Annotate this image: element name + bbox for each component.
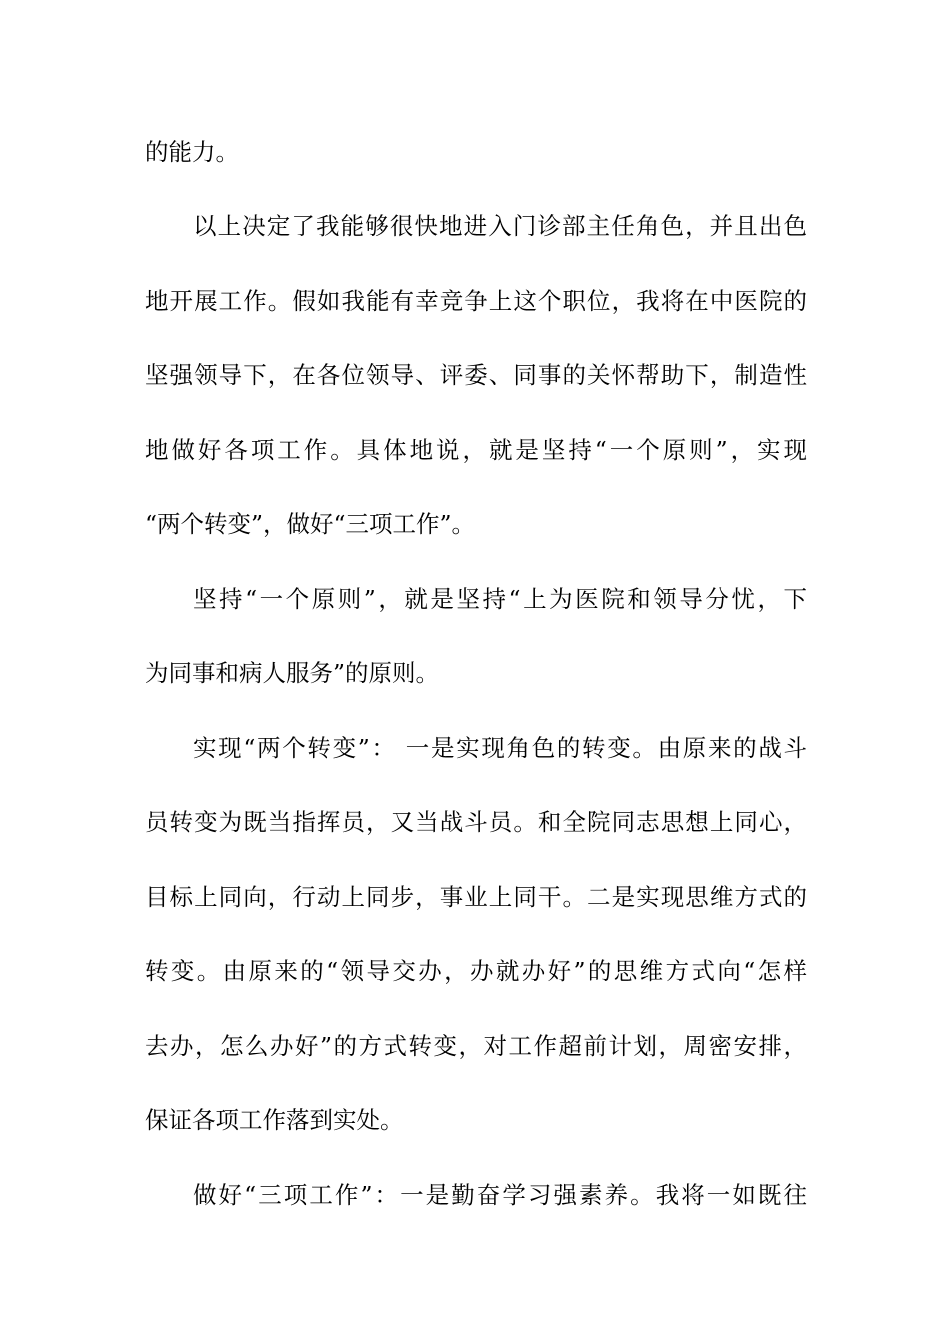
paragraph-first-line: 实现“两个转变”： 一是实现角色的转变。由原来的战斗 bbox=[193, 734, 807, 762]
text-line: 坚强领导下，在各位领导、评委、同事的关怀帮助下，制造性 bbox=[145, 361, 807, 389]
text-line: 地做好各项工作。具体地说，就是坚持“一个原则”，实现 bbox=[145, 436, 807, 464]
paragraph-first-line: 做好“三项工作”：一是勤奋学习强素养。我将一如既往 bbox=[193, 1181, 807, 1209]
text-line: 员转变为既当指挥员，又当战斗员。和全院同志思想上同心， bbox=[145, 808, 807, 836]
text-line: 转变。由原来的“领导交办，办就办好”的思维方式向“怎样 bbox=[145, 957, 807, 985]
text-line: 的能力。 bbox=[145, 138, 239, 166]
paragraph-first-line: 以上决定了我能够很快地进入门诊部主任角色，并且出色 bbox=[193, 212, 807, 240]
paragraph-first-line: 坚持“一个原则”，就是坚持“上为医院和领导分忧，下 bbox=[193, 585, 807, 613]
text-line: 为同事和病人服务”的原则。 bbox=[145, 659, 440, 687]
text-line: 保证各项工作落到实处。 bbox=[145, 1106, 404, 1134]
text-line: 目标上同向，行动上同步，事业上同干。二是实现思维方式的 bbox=[145, 883, 807, 911]
text-line: “两个转变”，做好“三项工作”。 bbox=[145, 510, 476, 538]
text-line: 地开展工作。假如我能有幸竞争上这个职位，我将在中医院的 bbox=[145, 287, 807, 315]
text-line: 去办，怎么办好”的方式转变，对工作超前计划，周密安排， bbox=[145, 1032, 807, 1060]
